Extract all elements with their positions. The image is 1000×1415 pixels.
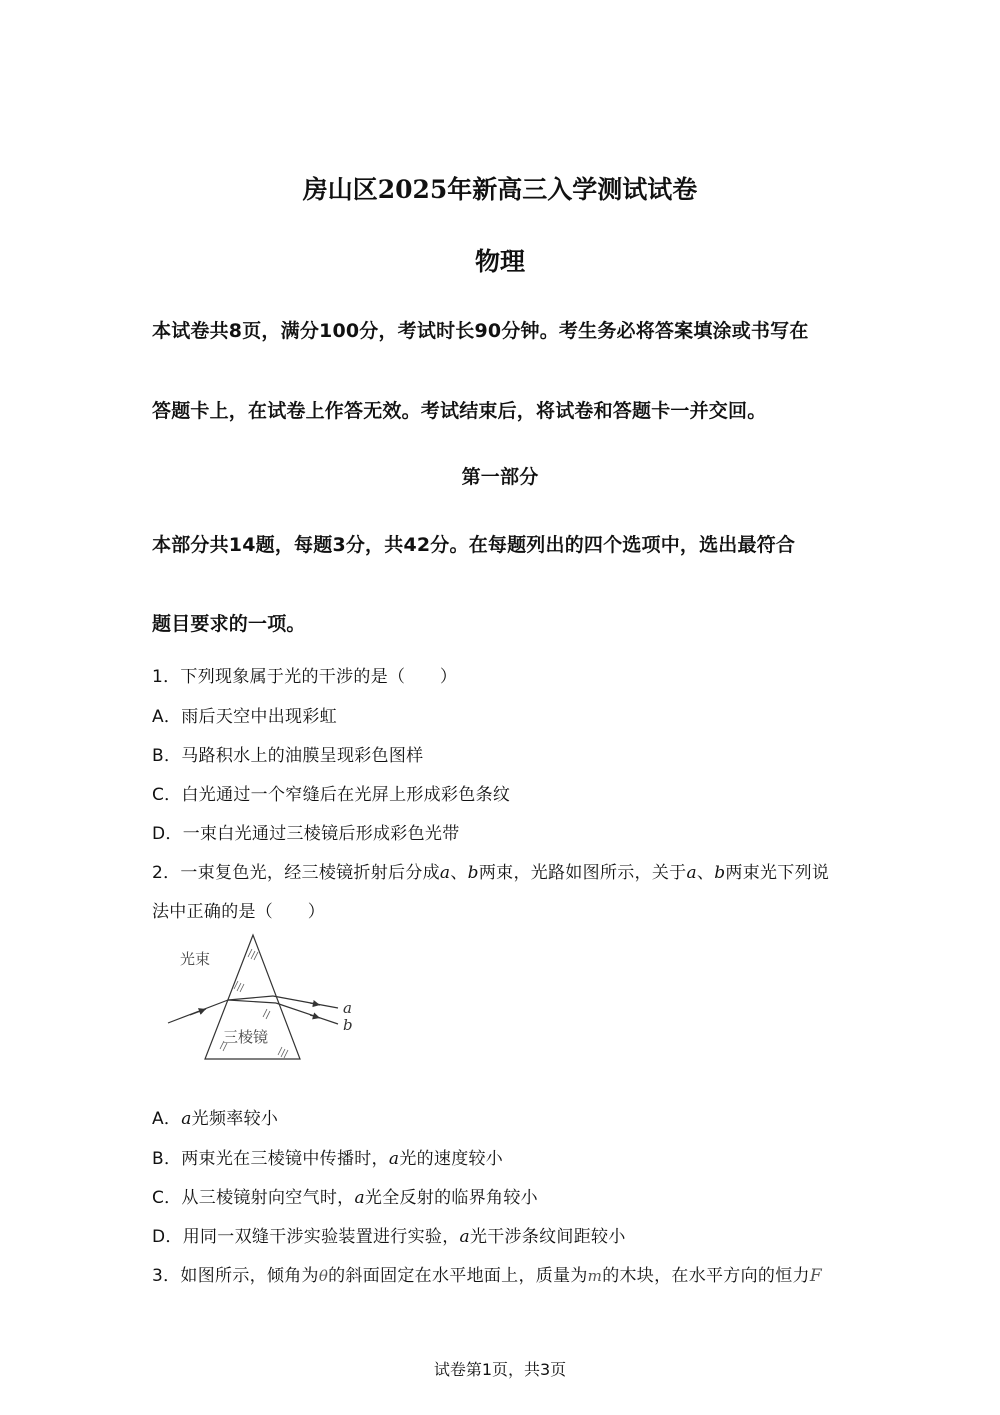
separator: 、: [450, 863, 468, 883]
beam-label: 光束: [180, 950, 211, 968]
stem-text: 两束，光路如图所示，关于: [478, 863, 687, 883]
question-2-option-a: [152, 1104, 278, 1129]
stem-text: 2．一束复色光，经三棱镜折射后分成: [152, 863, 440, 883]
exam-title: 房山区2025年新高三入学测试试卷: [302, 175, 698, 204]
stem-text: 的木块，在水平方向的恒力: [602, 1266, 810, 1286]
prism-diagram: [160, 927, 365, 1067]
var-b: b: [714, 863, 726, 883]
var-a: a: [459, 1227, 470, 1247]
instructions-line-1: 本试卷共8页，满分100分，考试时长90分钟。考生务必将答案填涂或书写在: [152, 320, 809, 342]
mass-symbol: m: [587, 1267, 603, 1285]
theta-symbol: θ: [318, 1267, 329, 1285]
instructions-line-2: 答题卡上，在试卷上作答无效。考试结束后，将试卷和答题卡一并交回。: [152, 400, 767, 422]
option-text: 光全反射的临界角较小: [364, 1188, 538, 1208]
option-prefix: B．两束光在三棱镜中传播时，: [152, 1149, 389, 1169]
option-prefix: C．从三棱镜射向空气时，: [152, 1188, 355, 1208]
var-b: b: [467, 863, 479, 883]
var-a: a: [354, 1188, 365, 1208]
ray-a-label: a: [343, 999, 352, 1017]
section-desc-line-2: 题目要求的一项。: [152, 613, 306, 635]
prism-label: 三棱镜: [223, 1028, 269, 1046]
var-a: a: [181, 1109, 192, 1129]
question-2-stem-line-1: [152, 858, 829, 883]
question-2-stem-line-2: 法中正确的是（ ）: [152, 902, 325, 922]
question-3-stem: [152, 1261, 822, 1286]
question-1-option-d: D．一束白光通过三棱镜后形成彩色光带: [152, 824, 460, 844]
option-prefix: A．: [152, 1109, 182, 1129]
ray-b-label: b: [343, 1016, 353, 1034]
option-text: 光频率较小: [191, 1109, 279, 1129]
question-2-option-b: [152, 1144, 503, 1169]
question-1-option-b: B．马路积水上的油膜呈现彩色图样: [152, 746, 424, 766]
option-text: 光干涉条纹间距较小: [469, 1227, 626, 1247]
separator: 、: [696, 863, 715, 883]
question-2-option-d: [152, 1222, 626, 1247]
stem-text: 3．如图所示，倾角为: [152, 1266, 319, 1286]
question-1-option-c: C．白光通过一个窄缝后在光屏上形成彩色条纹: [152, 785, 511, 805]
var-a: a: [686, 863, 697, 883]
refracted-ray-b: [228, 1000, 276, 1003]
question-1-stem: 1．下列现象属于光的干涉的是（ ）: [152, 667, 458, 687]
var-a: a: [439, 863, 451, 883]
section-title: 第一部分: [461, 466, 539, 488]
prism-svg: [160, 927, 365, 1067]
stem-text: 两束光下列说: [725, 863, 830, 883]
stem-text: 的斜面固定在水平地面上，质量为: [328, 1266, 588, 1286]
subject-title: 物理: [474, 247, 525, 276]
force-symbol: F: [809, 1266, 822, 1286]
emergent-ray-a: [273, 996, 338, 1008]
section-desc-line-1: 本部分共14题，每题3分，共42分。在每题列出的四个选项中，选出最符合: [152, 534, 796, 556]
option-prefix: D．用同一双缝干涉实验装置进行实验，: [152, 1227, 460, 1247]
option-text: 光的速度较小: [399, 1149, 504, 1169]
question-1-option-a: A．雨后天空中出现彩虹: [152, 707, 337, 727]
refracted-ray-a: [228, 996, 273, 1000]
var-a: a: [388, 1149, 400, 1169]
question-2-option-c: [152, 1183, 538, 1208]
page-footer: 试卷第1页，共3页: [433, 1360, 567, 1379]
